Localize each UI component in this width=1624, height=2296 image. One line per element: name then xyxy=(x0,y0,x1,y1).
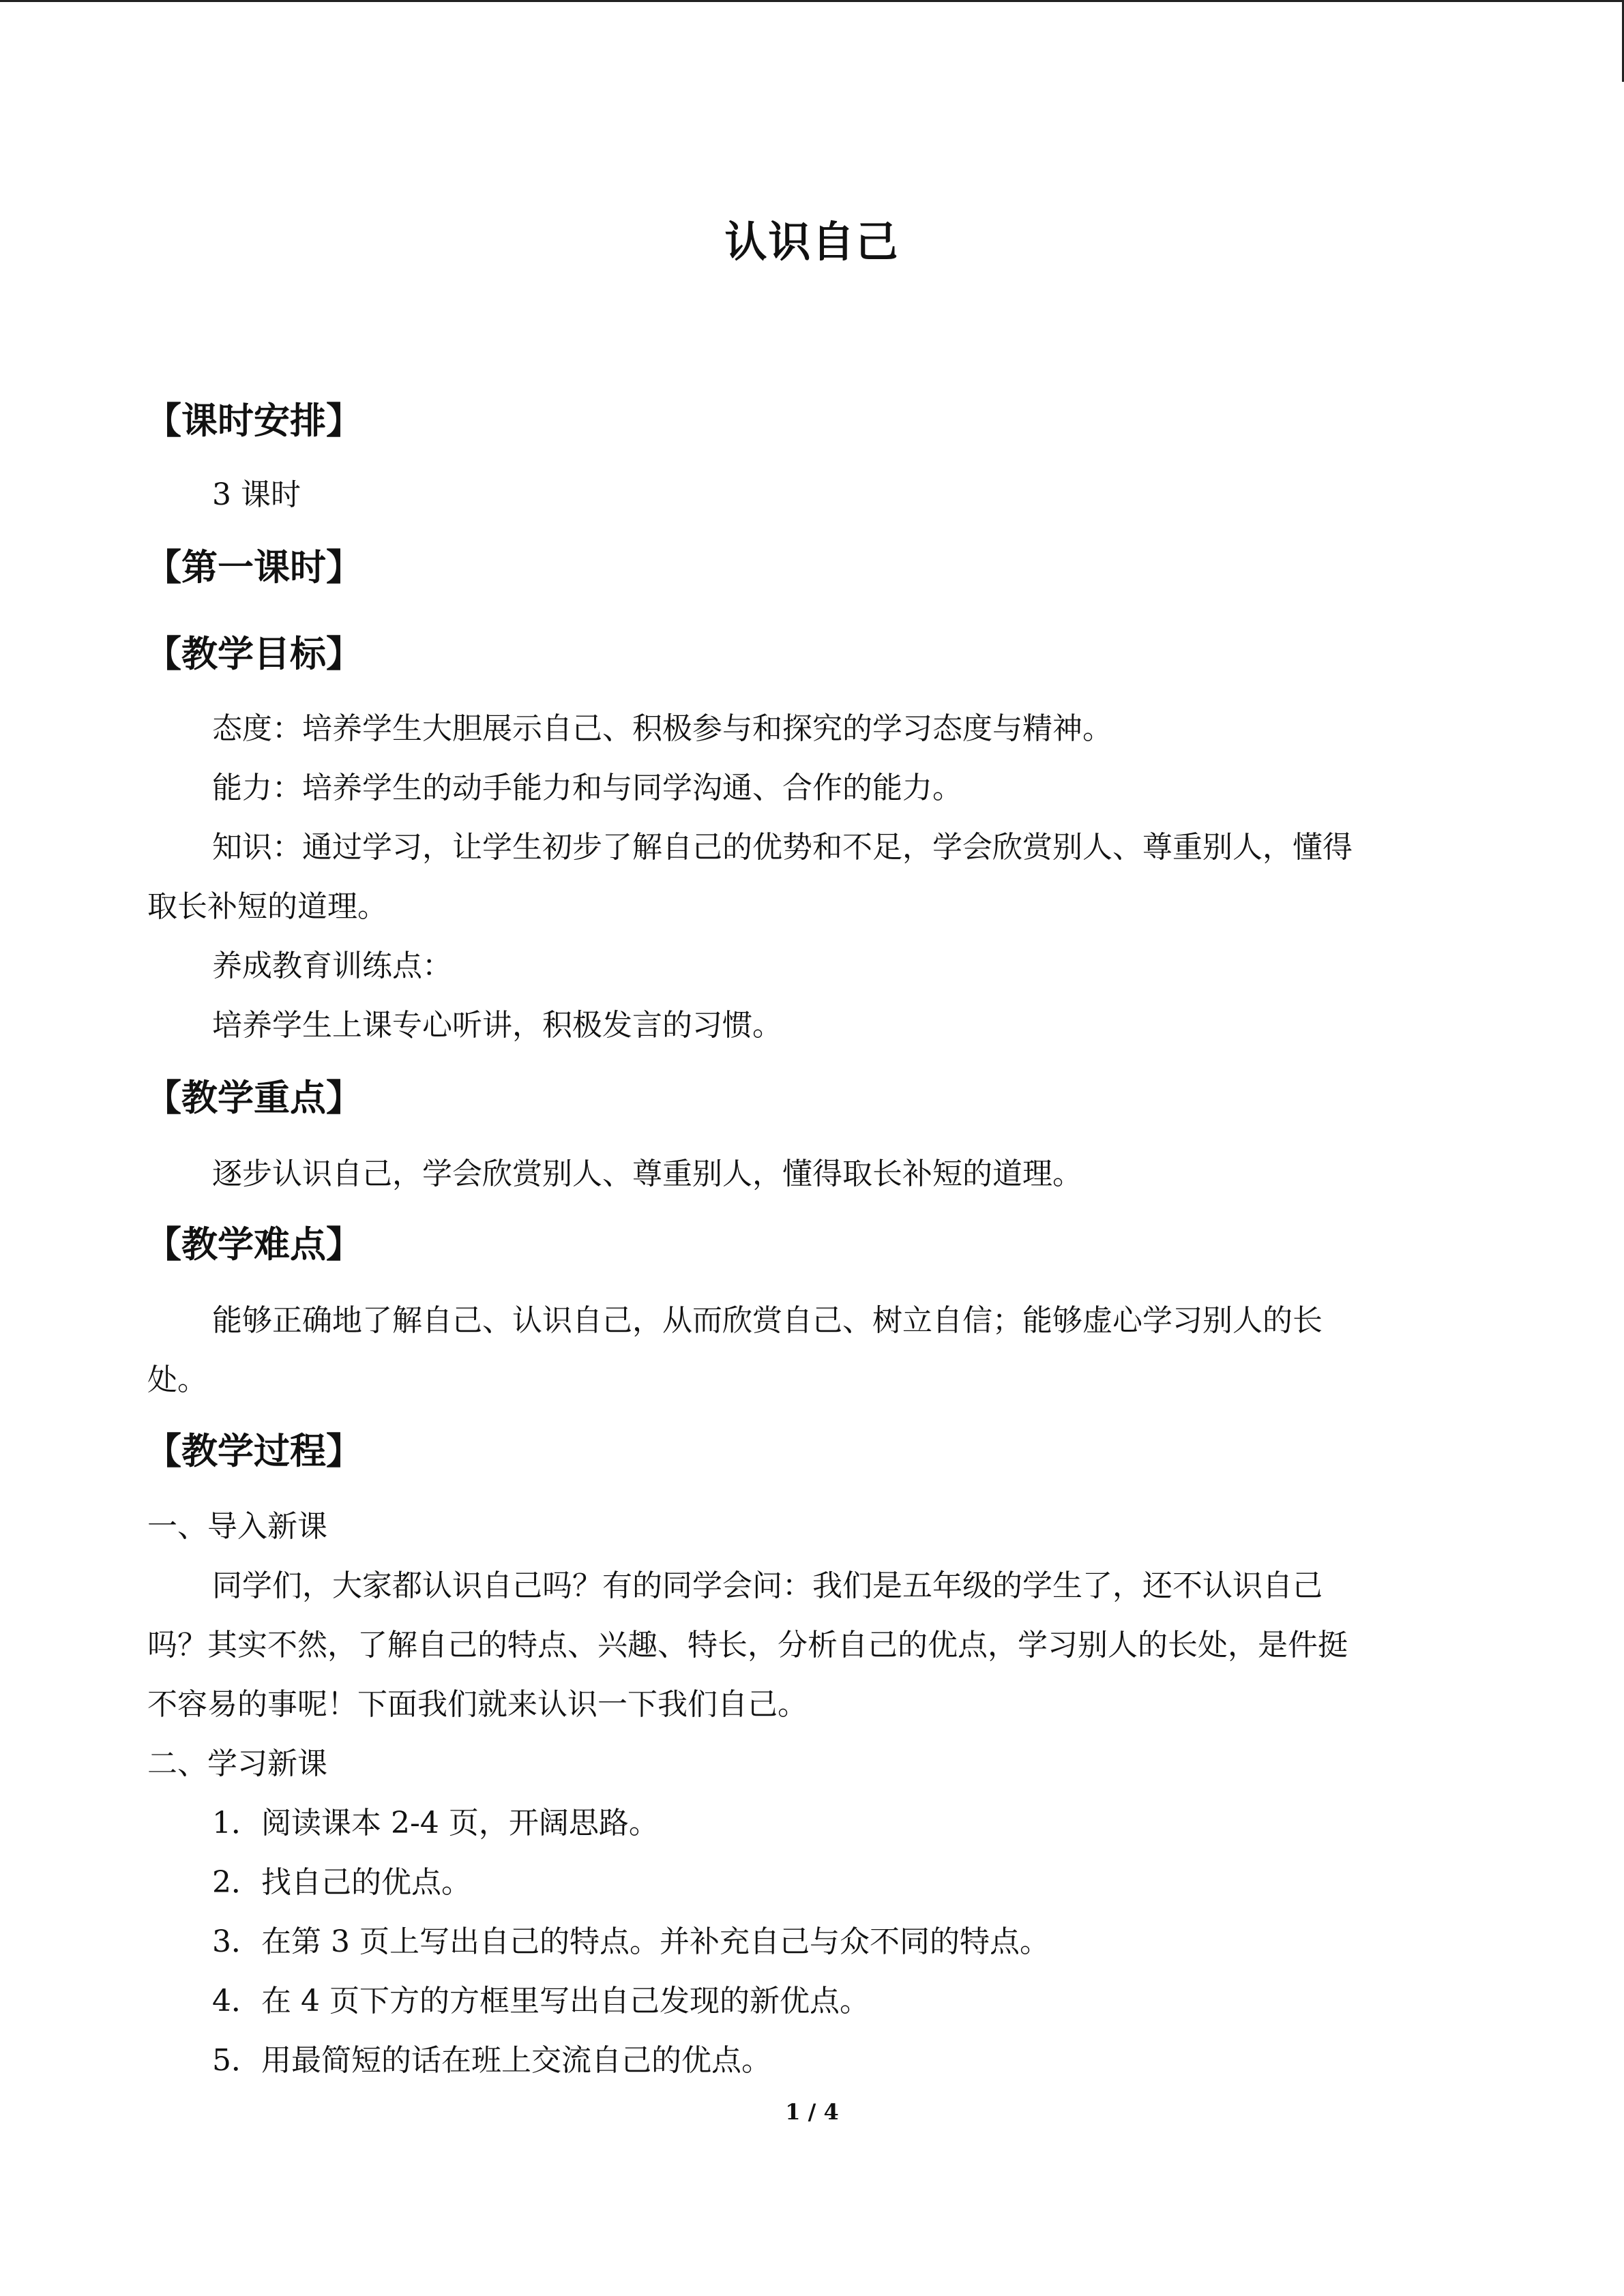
heading-process: 【教学过程】 xyxy=(145,1431,362,1472)
document-title: 认识自己 xyxy=(724,217,900,267)
paragraph-line: 能力：培养学生的动手能力和与同学沟通、合作的能力。 xyxy=(212,771,962,805)
page-top-border xyxy=(0,0,1624,2)
paragraph-line: 养成教育训练点： xyxy=(212,949,452,983)
paragraph-line: 二、学习新课 xyxy=(147,1746,327,1781)
paragraph-line: 培养学生上课专心听讲，积极发言的习惯。 xyxy=(212,1008,782,1043)
paragraph-line: 逐步认识自己，学会欣赏别人、尊重别人，懂得取长补短的道理。 xyxy=(212,1157,1082,1191)
list-item: 4．在 4 页下方的方框里写出自己发现的新优点。 xyxy=(212,1984,870,2018)
list-item: 2．找自己的优点。 xyxy=(212,1865,471,1900)
paragraph-line: 能够正确地了解自己、认识自己，从而欣赏自己、树立自信；能够虚心学习别人的长 xyxy=(212,1303,1323,1338)
heading-key-points: 【教学重点】 xyxy=(145,1077,362,1119)
paragraph-line: 一、导入新课 xyxy=(147,1509,327,1544)
paragraph-line: 不容易的事呢！下面我们就来认识一下我们自己。 xyxy=(147,1687,808,1722)
paragraph-line: 处。 xyxy=(147,1362,207,1397)
paragraph-line: 吗？其实不然，了解自己的特点、兴趣、特长，分析自己的优点，学习别人的长处，是件挺 xyxy=(147,1628,1348,1663)
list-item: 3．在第 3 页上写出自己的特点。并补充自己与众不同的特点。 xyxy=(212,1924,1050,1959)
list-item: 5．用最简短的话在班上交流自己的优点。 xyxy=(212,2043,771,2078)
paragraph-line: 同学们，大家都认识自己吗？有的同学会问：我们是五年级的学生了，还不认识自己 xyxy=(212,1568,1323,1603)
heading-first-lesson: 【第一课时】 xyxy=(145,547,362,588)
heading-objectives: 【教学目标】 xyxy=(145,633,362,675)
list-item: 1．阅读课本 2-4 页，开阔思路。 xyxy=(212,1806,659,1840)
paragraph-line: 态度：培养学生大胆展示自己、积极参与和探究的学习态度与精神。 xyxy=(212,711,1112,746)
heading-schedule: 【课时安排】 xyxy=(145,400,362,442)
paragraph-line: 取长补短的道理。 xyxy=(147,889,387,924)
paragraph-line: 知识：通过学习，让学生初步了解自己的优势和不足，学会欣赏别人、尊重别人，懂得 xyxy=(212,830,1353,865)
heading-difficulties: 【教学难点】 xyxy=(145,1224,362,1266)
page-number: 1 / 4 xyxy=(785,2099,839,2125)
paragraph-line: 3 课时 xyxy=(212,477,301,512)
